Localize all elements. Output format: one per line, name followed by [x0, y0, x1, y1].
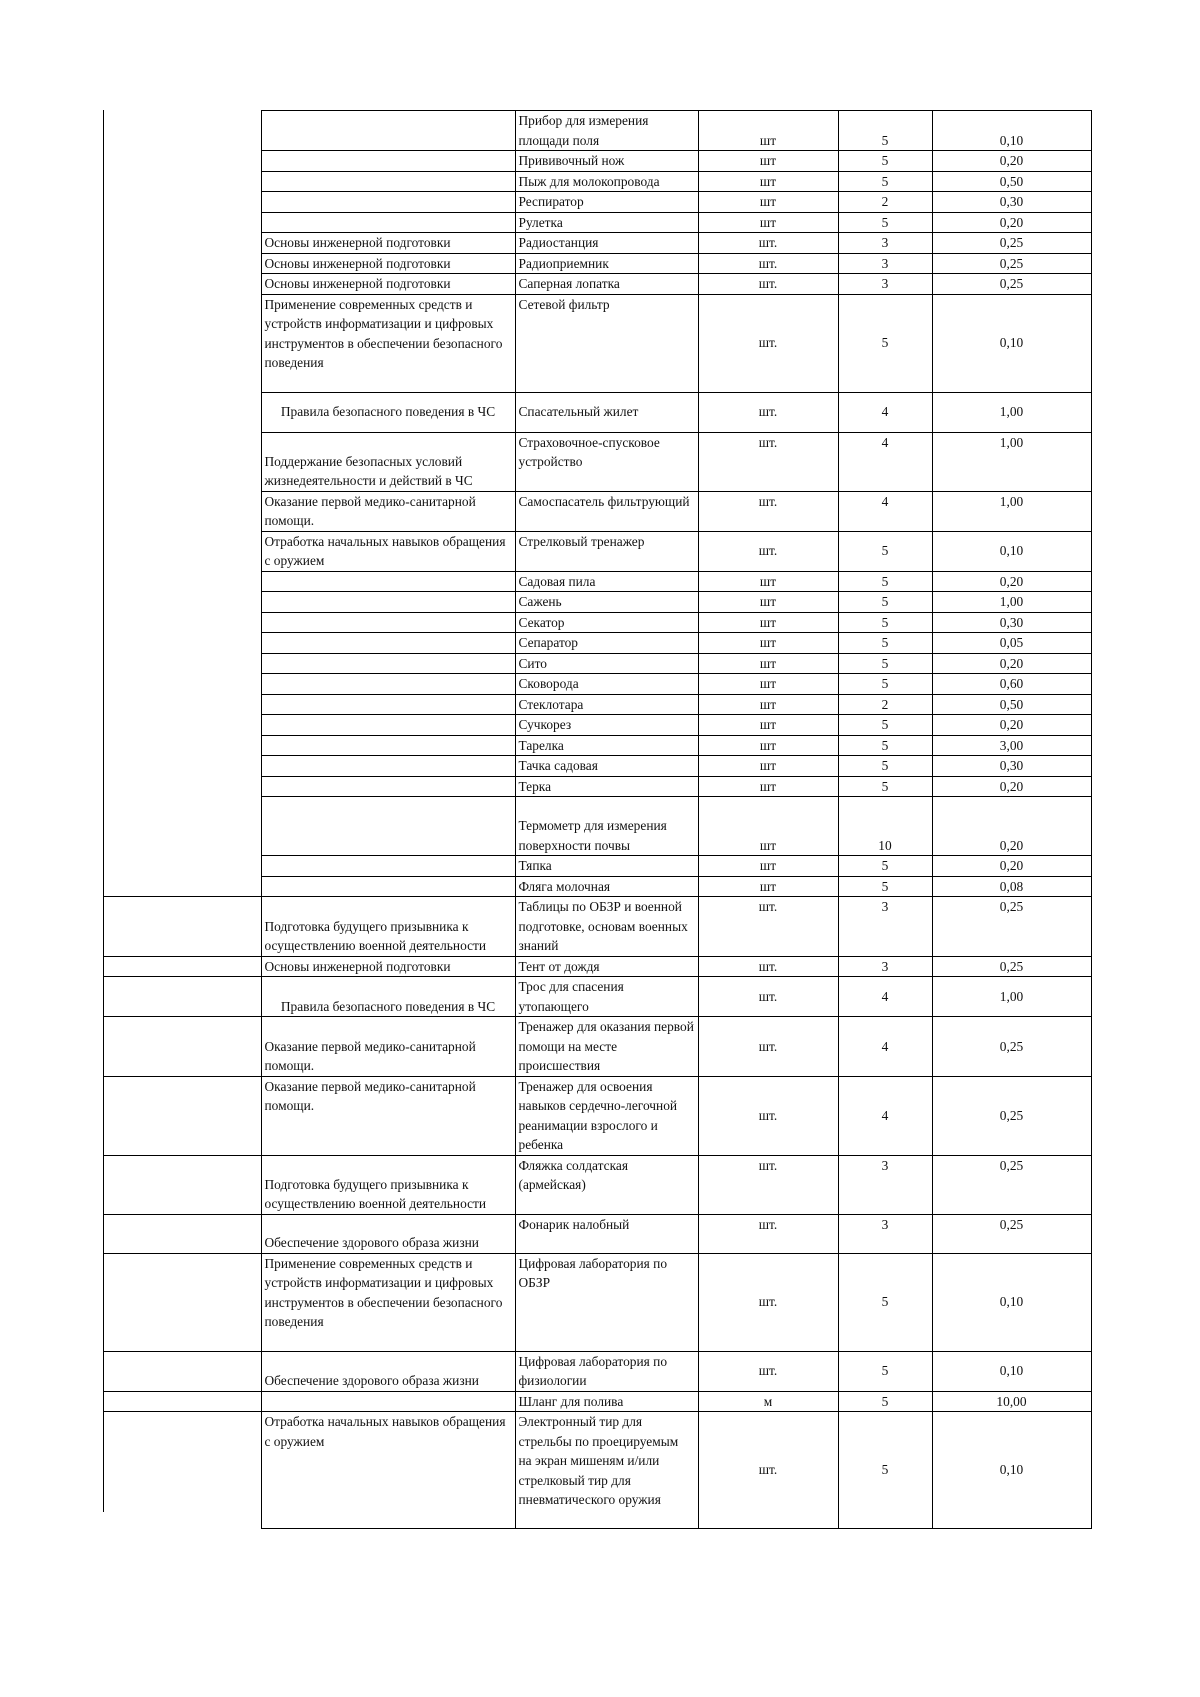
value-cell: 0,20 — [932, 212, 1091, 233]
section-cell: Оказание первой медико-санитарной помощи. — [261, 1076, 515, 1155]
margin-cell — [103, 571, 261, 592]
table-row — [103, 977, 1091, 1017]
quantity-cell: 4 — [838, 491, 932, 531]
table-row — [103, 592, 1091, 613]
unit-cell: шт — [698, 151, 838, 172]
table-row — [103, 653, 1091, 674]
table-row — [103, 856, 1091, 877]
section-cell: Основы инженерной подготовки — [261, 274, 515, 295]
item-name-cell: Сетевой фильтр — [515, 294, 698, 392]
table-row — [103, 151, 1091, 172]
unit-cell: шт. — [698, 233, 838, 254]
section-cell: Правила безопасного поведения в ЧС — [261, 977, 515, 1017]
value-cell: 0,05 — [932, 633, 1091, 654]
section-cell: Оказание первой медико-санитарной помощи. — [261, 1017, 515, 1077]
value-cell: 0,10 — [932, 1351, 1091, 1391]
item-name-cell: Респиратор — [515, 192, 698, 213]
table-row — [103, 171, 1091, 192]
section-cell — [261, 715, 515, 736]
unit-cell: шт. — [698, 392, 838, 432]
table-row — [103, 531, 1091, 571]
unit-cell: шт — [698, 612, 838, 633]
item-name-cell: Термометр для измерения поверхности почвы — [515, 797, 698, 856]
item-name-cell: Тент от дождя — [515, 956, 698, 977]
quantity-cell: 5 — [838, 612, 932, 633]
margin-cell — [103, 956, 261, 977]
quantity-cell: 5 — [838, 1412, 932, 1529]
margin-cell — [103, 192, 261, 213]
table-row — [103, 392, 1091, 432]
margin-cell — [103, 592, 261, 613]
margin-cell — [103, 294, 261, 392]
table-row — [103, 776, 1091, 797]
item-name-cell: Садовая пила — [515, 571, 698, 592]
section-cell: Отработка начальных навыков обращения с оружием — [261, 1412, 515, 1529]
unit-cell: шт — [698, 756, 838, 777]
margin-cell — [103, 1214, 261, 1253]
unit-cell: шт. — [698, 1155, 838, 1214]
quantity-cell: 5 — [838, 776, 932, 797]
margin-cell — [103, 694, 261, 715]
quantity-cell: 5 — [838, 735, 932, 756]
margin-cell — [103, 1412, 261, 1529]
section-cell: Отработка начальных навыков обращения с оружием — [261, 531, 515, 571]
margin-cell — [103, 432, 261, 491]
item-name-cell: Секатор — [515, 612, 698, 633]
margin-cell — [103, 1253, 261, 1351]
table-row — [103, 1412, 1091, 1529]
value-cell: 0,30 — [932, 612, 1091, 633]
item-name-cell: Таблицы по ОБЗР и военной подготовке, основам военных знаний — [515, 897, 698, 957]
item-name-cell: Сучкорез — [515, 715, 698, 736]
section-cell — [261, 653, 515, 674]
margin-cell — [103, 756, 261, 777]
value-cell: 0,50 — [932, 171, 1091, 192]
item-name-cell: Прибор для измерения площади поля — [515, 111, 698, 151]
section-cell: Основы инженерной подготовки — [261, 233, 515, 254]
unit-cell: шт — [698, 674, 838, 695]
margin-cell — [103, 776, 261, 797]
margin-cell — [103, 977, 261, 1017]
quantity-cell: 5 — [838, 876, 932, 897]
unit-cell: шт. — [698, 253, 838, 274]
margin-cell — [103, 151, 261, 172]
quantity-cell: 5 — [838, 111, 932, 151]
section-cell — [261, 212, 515, 233]
quantity-cell: 4 — [838, 392, 932, 432]
margin-cell — [103, 491, 261, 531]
quantity-cell: 5 — [838, 151, 932, 172]
table-row — [103, 233, 1091, 254]
value-cell: 0,10 — [932, 1412, 1091, 1529]
unit-cell: шт — [698, 653, 838, 674]
quantity-cell: 3 — [838, 233, 932, 254]
section-cell: Основы инженерной подготовки — [261, 956, 515, 977]
value-cell: 0,30 — [932, 756, 1091, 777]
item-name-cell: Сито — [515, 653, 698, 674]
margin-cell — [103, 715, 261, 736]
table-row — [103, 674, 1091, 695]
item-name-cell: Фонарик налобный — [515, 1214, 698, 1253]
quantity-cell: 5 — [838, 1253, 932, 1351]
margin-cell — [103, 653, 261, 674]
value-cell: 1,00 — [932, 977, 1091, 1017]
value-cell: 0,25 — [932, 253, 1091, 274]
margin-cell — [103, 612, 261, 633]
section-cell — [261, 151, 515, 172]
unit-cell: шт. — [698, 1351, 838, 1391]
quantity-cell: 5 — [838, 715, 932, 736]
item-name-cell: Тренажер для освоения навыков сердечно-легочной реанимации взрослого и ребенка — [515, 1076, 698, 1155]
unit-cell: шт. — [698, 1017, 838, 1077]
table-row — [103, 432, 1091, 491]
quantity-cell: 2 — [838, 694, 932, 715]
quantity-cell: 5 — [838, 856, 932, 877]
value-cell: 0,25 — [932, 274, 1091, 295]
margin-cell — [103, 797, 261, 856]
item-name-cell: Стеклотара — [515, 694, 698, 715]
table-row — [103, 876, 1091, 897]
equipment-table-body — [103, 111, 1091, 1529]
value-cell: 0,30 — [932, 192, 1091, 213]
unit-cell: шт. — [698, 977, 838, 1017]
quantity-cell: 5 — [838, 653, 932, 674]
margin-cell — [103, 111, 261, 151]
table-row — [103, 491, 1091, 531]
section-cell — [261, 571, 515, 592]
unit-cell: шт — [698, 735, 838, 756]
item-name-cell: Сепаратор — [515, 633, 698, 654]
value-cell: 0,50 — [932, 694, 1091, 715]
value-cell: 0,60 — [932, 674, 1091, 695]
section-cell: Применение современных средств и устройств информатизации и цифровых инструментов в обеспечении безопасного поведения — [261, 294, 515, 392]
unit-cell: шт — [698, 171, 838, 192]
section-cell — [261, 776, 515, 797]
section-cell — [261, 735, 515, 756]
quantity-cell: 5 — [838, 294, 932, 392]
item-name-cell: Терка — [515, 776, 698, 797]
value-cell: 10,00 — [932, 1391, 1091, 1412]
table-row — [103, 756, 1091, 777]
unit-cell: шт — [698, 571, 838, 592]
section-cell — [261, 876, 515, 897]
table-row — [103, 571, 1091, 592]
table-row — [103, 192, 1091, 213]
section-cell — [261, 756, 515, 777]
unit-cell: шт — [698, 592, 838, 613]
item-name-cell: Саперная лопатка — [515, 274, 698, 295]
unit-cell: шт. — [698, 274, 838, 295]
margin-cell — [103, 735, 261, 756]
margin-cell — [103, 212, 261, 233]
margin-cell — [103, 392, 261, 432]
item-name-cell: Самоспасатель фильтрующий — [515, 491, 698, 531]
value-cell: 0,20 — [932, 653, 1091, 674]
value-cell: 0,25 — [932, 1076, 1091, 1155]
quantity-cell: 5 — [838, 571, 932, 592]
quantity-cell: 4 — [838, 1017, 932, 1077]
value-cell: 0,20 — [932, 797, 1091, 856]
table-row — [103, 1214, 1091, 1253]
margin-cell — [103, 1017, 261, 1077]
quantity-cell: 4 — [838, 977, 932, 1017]
section-cell — [261, 171, 515, 192]
table-row — [103, 212, 1091, 233]
quantity-cell: 5 — [838, 756, 932, 777]
value-cell: 0,20 — [932, 571, 1091, 592]
quantity-cell: 4 — [838, 432, 932, 491]
section-cell: Оказание первой медико-санитарной помощи. — [261, 491, 515, 531]
section-cell — [261, 856, 515, 877]
table-row — [103, 715, 1091, 736]
quantity-cell: 10 — [838, 797, 932, 856]
table-row — [103, 1155, 1091, 1214]
value-cell: 0,20 — [932, 151, 1091, 172]
unit-cell: шт — [698, 192, 838, 213]
table-row — [103, 694, 1091, 715]
table-row — [103, 1076, 1091, 1155]
table-row — [103, 294, 1091, 392]
table-row — [103, 956, 1091, 977]
quantity-cell: 3 — [838, 897, 932, 957]
quantity-cell: 5 — [838, 212, 932, 233]
margin-cell — [103, 856, 261, 877]
margin-cell — [103, 1391, 261, 1412]
table-row — [103, 253, 1091, 274]
item-name-cell: Тренажер для оказания первой помощи на месте происшествия — [515, 1017, 698, 1077]
value-cell: 0,25 — [932, 1155, 1091, 1214]
margin-cell — [103, 876, 261, 897]
unit-cell: шт — [698, 876, 838, 897]
item-name-cell: Цифровая лаборатория по физиологии — [515, 1351, 698, 1391]
section-cell — [261, 674, 515, 695]
section-cell — [261, 1391, 515, 1412]
value-cell: 0,20 — [932, 856, 1091, 877]
item-name-cell: Стрелковый тренажер — [515, 531, 698, 571]
item-name-cell: Сковорода — [515, 674, 698, 695]
section-cell — [261, 633, 515, 654]
margin-cell — [103, 253, 261, 274]
quantity-cell: 3 — [838, 274, 932, 295]
table-row — [103, 1017, 1091, 1077]
item-name-cell: Рулетка — [515, 212, 698, 233]
unit-cell: шт — [698, 111, 838, 151]
unit-cell: шт. — [698, 956, 838, 977]
unit-cell: шт. — [698, 1076, 838, 1155]
item-name-cell: Сажень — [515, 592, 698, 613]
unit-cell: шт. — [698, 491, 838, 531]
item-name-cell: Пыж для молокопровода — [515, 171, 698, 192]
item-name-cell: Радиоприемник — [515, 253, 698, 274]
value-cell: 1,00 — [932, 491, 1091, 531]
margin-cell — [103, 897, 261, 957]
section-cell — [261, 694, 515, 715]
value-cell: 1,00 — [932, 592, 1091, 613]
unit-cell: шт — [698, 776, 838, 797]
unit-cell: шт — [698, 633, 838, 654]
unit-cell: шт — [698, 715, 838, 736]
value-cell: 0,20 — [932, 715, 1091, 736]
table-row — [103, 797, 1091, 856]
value-cell: 0,08 — [932, 876, 1091, 897]
quantity-cell: 2 — [838, 192, 932, 213]
item-name-cell: Шланг для полива — [515, 1391, 698, 1412]
table-row — [103, 1351, 1091, 1391]
margin-cell — [103, 171, 261, 192]
quantity-cell: 5 — [838, 171, 932, 192]
quantity-cell: 5 — [838, 531, 932, 571]
section-cell: Подготовка будущего призывника к осуществлению военной деятельности — [261, 1155, 515, 1214]
quantity-cell: 3 — [838, 1214, 932, 1253]
quantity-cell: 4 — [838, 1076, 932, 1155]
margin-cell — [103, 1076, 261, 1155]
value-cell: 3,00 — [932, 735, 1091, 756]
section-cell: Основы инженерной подготовки — [261, 253, 515, 274]
section-cell — [261, 111, 515, 151]
section-cell — [261, 192, 515, 213]
table-row — [103, 897, 1091, 957]
quantity-cell: 5 — [838, 1351, 932, 1391]
equipment-table — [103, 110, 1092, 1529]
margin-cell — [103, 1351, 261, 1391]
value-cell: 0,10 — [932, 531, 1091, 571]
value-cell: 1,00 — [932, 392, 1091, 432]
table-row — [103, 735, 1091, 756]
section-cell: Подготовка будущего призывника к осуществлению военной деятельности — [261, 897, 515, 957]
section-cell: Обеспечение здорового образа жизни — [261, 1214, 515, 1253]
item-name-cell: Трос для спасения утопающего — [515, 977, 698, 1017]
value-cell: 0,25 — [932, 1214, 1091, 1253]
unit-cell: шт — [698, 694, 838, 715]
item-name-cell: Электронный тир для стрельбы по проецируемым на экран мишеням и/или стрелковый тир для пневматического оружия — [515, 1412, 698, 1529]
margin-cell — [103, 1155, 261, 1214]
unit-cell: шт. — [698, 897, 838, 957]
item-name-cell: Прививочный нож — [515, 151, 698, 172]
value-cell: 0,10 — [932, 294, 1091, 392]
quantity-cell: 5 — [838, 1391, 932, 1412]
item-name-cell: Тяпка — [515, 856, 698, 877]
unit-cell: шт — [698, 212, 838, 233]
table-row — [103, 111, 1091, 151]
value-cell: 0,25 — [932, 897, 1091, 957]
quantity-cell: 3 — [838, 956, 932, 977]
item-name-cell: Фляга молочная — [515, 876, 698, 897]
value-cell: 1,00 — [932, 432, 1091, 491]
table-row — [103, 1253, 1091, 1351]
value-cell: 0,20 — [932, 776, 1091, 797]
margin-cell — [103, 274, 261, 295]
table-row — [103, 633, 1091, 654]
unit-cell: м — [698, 1391, 838, 1412]
section-cell — [261, 592, 515, 613]
unit-cell: шт. — [698, 531, 838, 571]
unit-cell: шт. — [698, 1412, 838, 1529]
margin-cell — [103, 233, 261, 254]
section-cell — [261, 797, 515, 856]
value-cell: 0,10 — [932, 111, 1091, 151]
unit-cell: шт — [698, 856, 838, 877]
section-cell: Поддержание безопасных условий жизнедеятельности и действий в ЧС — [261, 432, 515, 491]
margin-cell — [103, 531, 261, 571]
item-name-cell: Радиостанция — [515, 233, 698, 254]
table-row — [103, 274, 1091, 295]
quantity-cell: 3 — [838, 1155, 932, 1214]
section-cell: Применение современных средств и устройств информатизации и цифровых инструментов в обеспечении безопасного поведения — [261, 1253, 515, 1351]
item-name-cell: Тарелка — [515, 735, 698, 756]
item-name-cell: Тачка садовая — [515, 756, 698, 777]
item-name-cell: Цифровая лаборатория по ОБЗР — [515, 1253, 698, 1351]
unit-cell: шт — [698, 797, 838, 856]
value-cell: 0,25 — [932, 1017, 1091, 1077]
margin-cell — [103, 674, 261, 695]
quantity-cell: 5 — [838, 633, 932, 654]
quantity-cell: 5 — [838, 592, 932, 613]
quantity-cell: 5 — [838, 674, 932, 695]
section-cell: Обеспечение здорового образа жизни — [261, 1351, 515, 1391]
item-name-cell: Фляжка солдатская (армейская) — [515, 1155, 698, 1214]
section-cell — [261, 612, 515, 633]
quantity-cell: 3 — [838, 253, 932, 274]
value-cell: 0,25 — [932, 233, 1091, 254]
unit-cell: шт. — [698, 1214, 838, 1253]
unit-cell: шт. — [698, 432, 838, 491]
margin-cell — [103, 633, 261, 654]
value-cell: 0,25 — [932, 956, 1091, 977]
value-cell: 0,10 — [932, 1253, 1091, 1351]
item-name-cell: Страховочное-спусковое устройство — [515, 432, 698, 491]
unit-cell: шт. — [698, 294, 838, 392]
unit-cell: шт. — [698, 1253, 838, 1351]
item-name-cell: Спасательный жилет — [515, 392, 698, 432]
table-row — [103, 1391, 1091, 1412]
table-row — [103, 612, 1091, 633]
section-cell: Правила безопасного поведения в ЧС — [261, 392, 515, 432]
